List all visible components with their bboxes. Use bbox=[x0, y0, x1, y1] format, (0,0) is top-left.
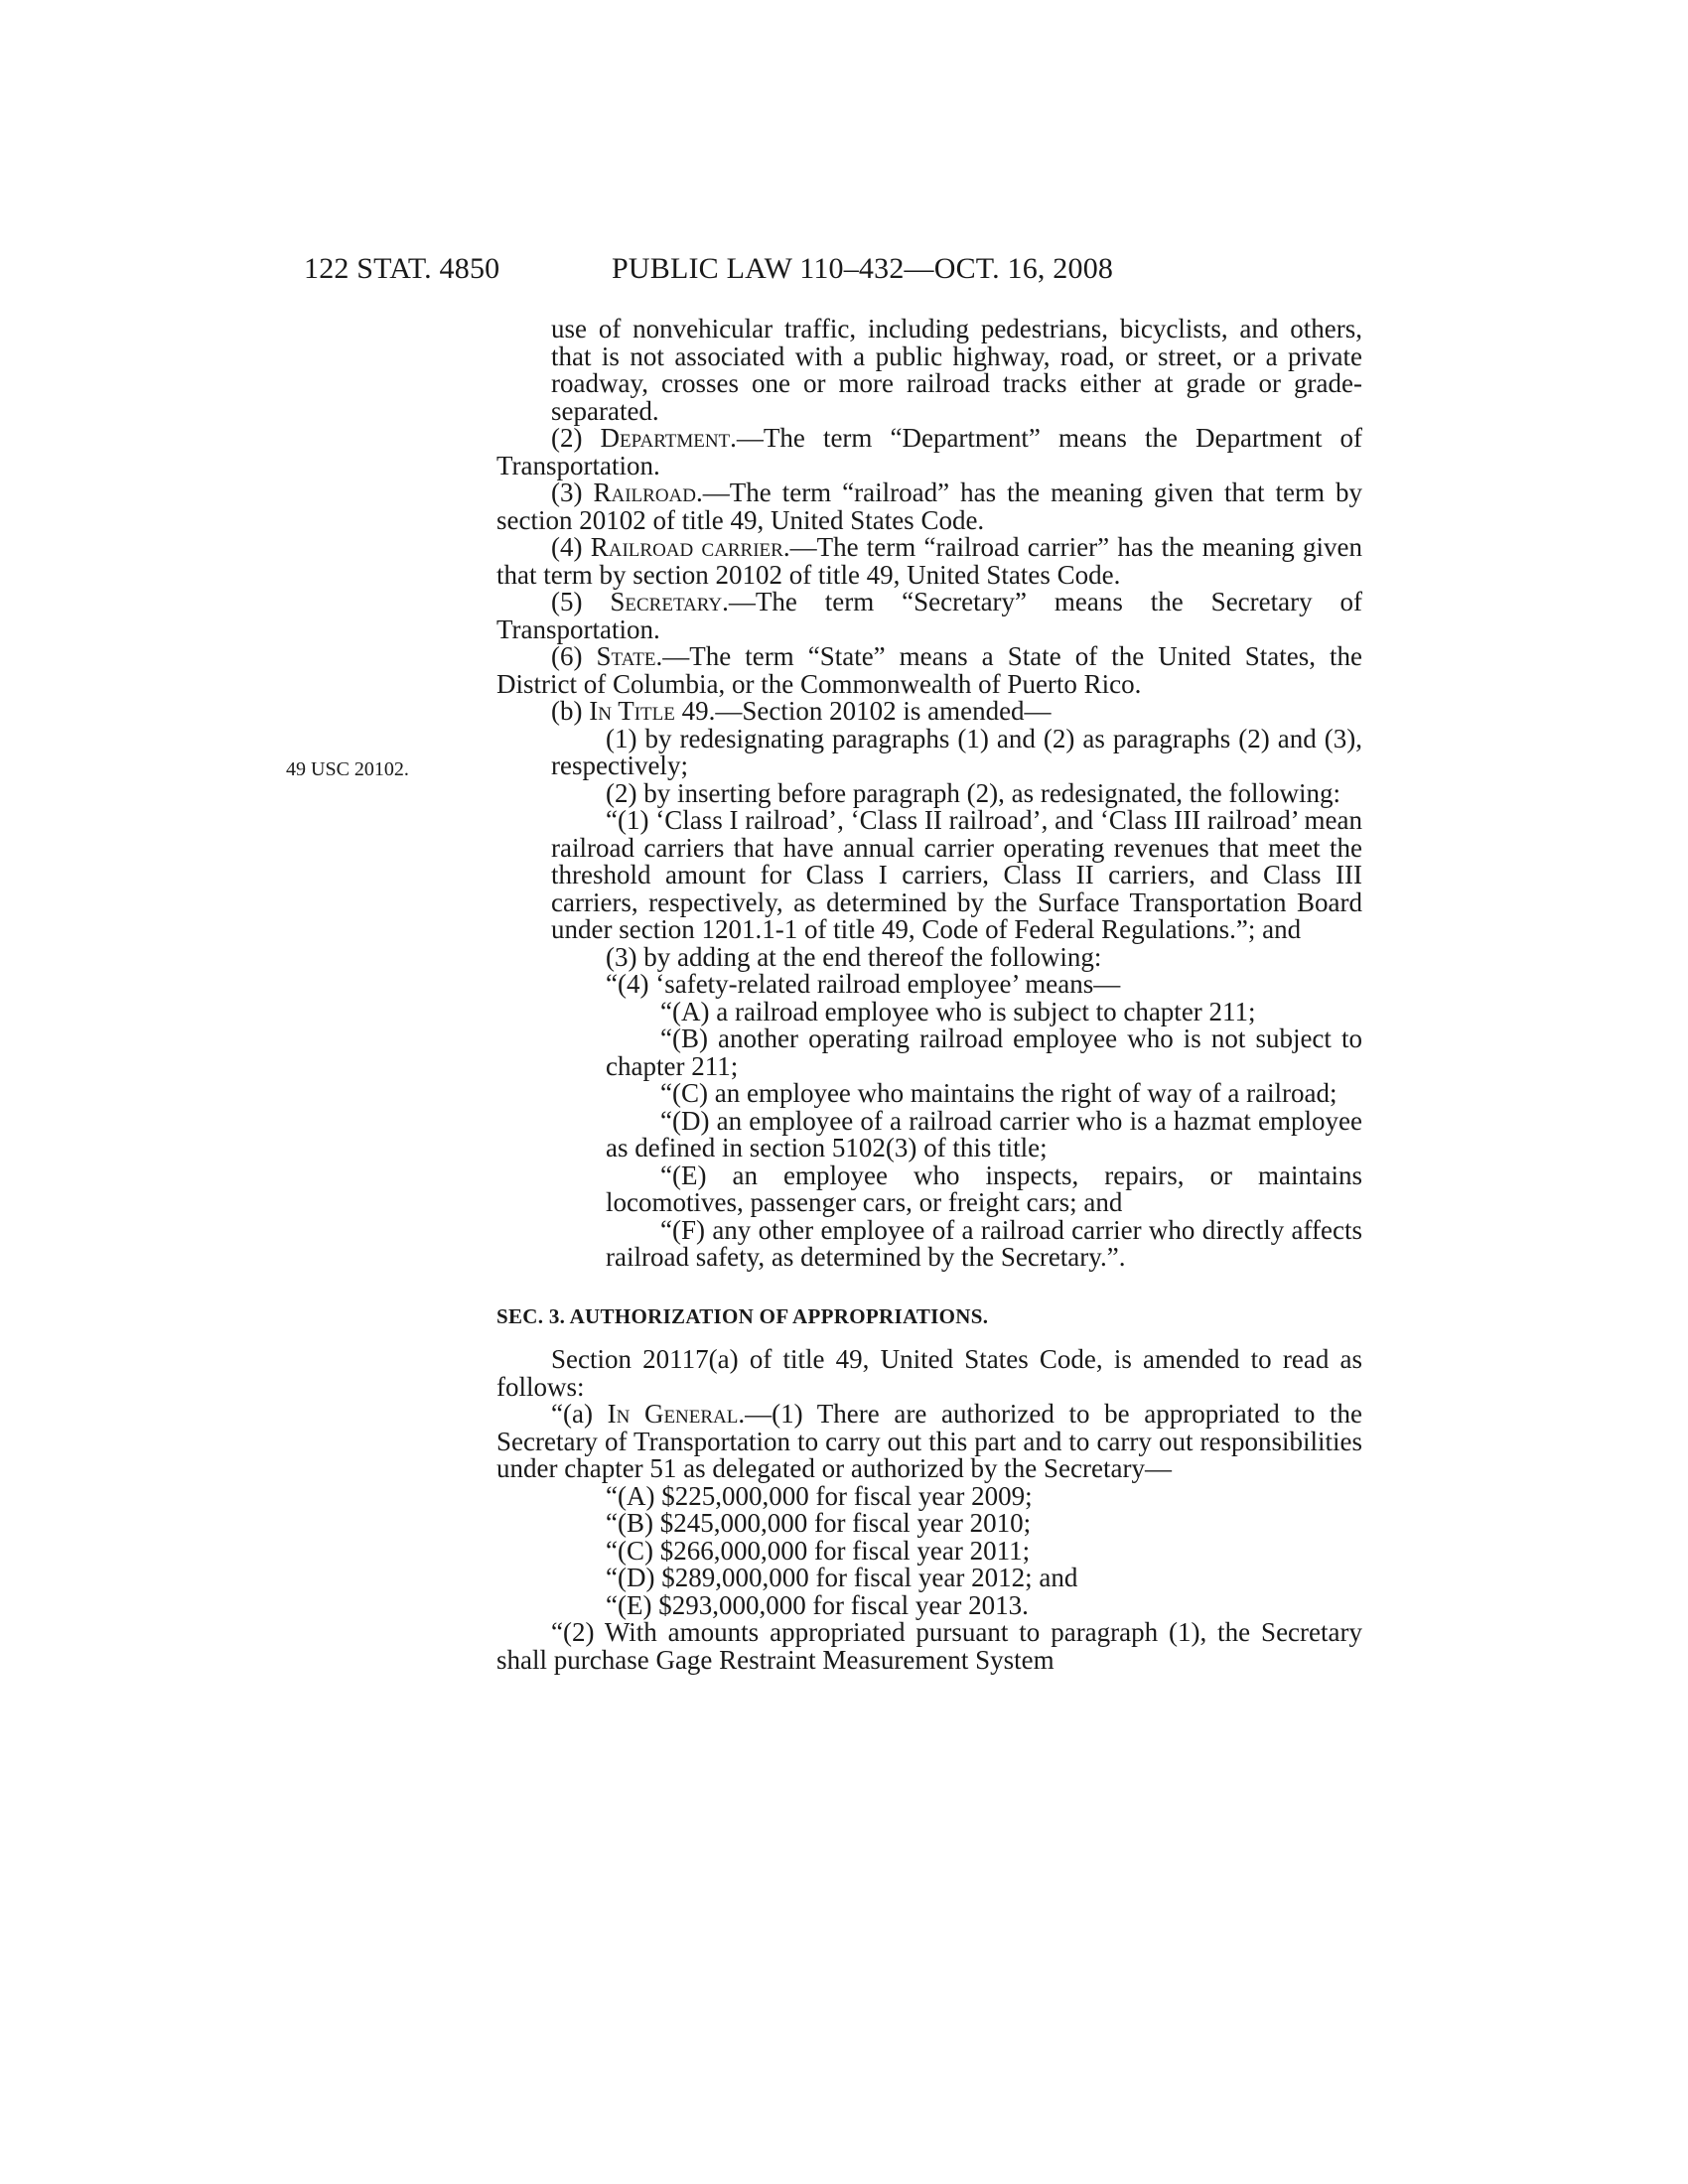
definition-heading: Railroad carrier bbox=[590, 532, 783, 562]
paragraph-number: (6) bbox=[551, 641, 597, 671]
definition-railroad bbox=[496, 479, 1362, 534]
paragraph-number: (5) bbox=[551, 587, 611, 616]
paragraph-number: (3) bbox=[551, 478, 594, 507]
clause-item: “(F) any other employee of a railroad carrier who directly affects railroad safety, as determined by the Secretary.”. bbox=[606, 1214, 1362, 1272]
running-head-title: PUBLIC LAW 110–432—OCT. 16, 2008 bbox=[612, 252, 1114, 285]
subsection-b-in-title-49 bbox=[496, 698, 1362, 726]
subsection-number: (b) bbox=[551, 696, 590, 726]
appropriation-item: “(A) $225,000,000 for fiscal year 2009; bbox=[606, 1480, 1033, 1511]
appropriation-item: “(D) $289,000,000 for fiscal year 2012; and bbox=[606, 1563, 1078, 1592]
amendment-item: (2) by inserting before paragraph (2), as redesignated, the following: bbox=[606, 777, 1340, 808]
clause-item: “(A) a railroad employee who is subject to chapter 211; bbox=[660, 996, 1256, 1026]
definition-department bbox=[496, 425, 1362, 479]
inserted-definition: “(4) ‘safety-related railroad employee’ means— bbox=[606, 969, 1121, 999]
paragraph-number: (4) bbox=[551, 532, 591, 562]
definition-heading: Railroad bbox=[593, 478, 696, 507]
section-heading: SEC. 3. AUTHORIZATION OF APPROPRIATIONS. bbox=[496, 1303, 989, 1328]
page-stat-citation: 122 STAT. 4850 bbox=[304, 252, 500, 285]
subsection-heading: In General bbox=[607, 1399, 739, 1429]
subsection-a-in-general bbox=[496, 1401, 1362, 1483]
subsection-number: “(a) bbox=[551, 1399, 608, 1429]
paragraph-continues: “(2) With amounts appropriated pursuant to paragraph (1), the Secretary shall purchase Gage Restraint Measurement System bbox=[496, 1617, 1362, 1675]
clause-item: “(C) an employee who maintains the right of way of a railroad; bbox=[660, 1078, 1337, 1108]
definition-body: .—The term “railroad” has the meaning given that term by section 20102 of title 49, United States Code. bbox=[496, 478, 1362, 535]
definition-body: .—The term “State” means a State of the United States, the District of Columbia, or the Commonwealth of Puerto Rico. bbox=[496, 641, 1362, 699]
clause-item: “(D) an employee of a railroad carrier who is a hazmat employee as defined in section 5102(3) of this title; bbox=[606, 1105, 1362, 1162]
definition-secretary bbox=[496, 589, 1362, 643]
definition-heading: State bbox=[596, 641, 656, 671]
subsection-body: .—(1) There are authorized to be appropriated to the Secretary of Transportation to carry out this part and to carry out responsibilities under chapter 51 as delegated or authorized by the Secretary— bbox=[496, 1399, 1363, 1483]
paragraph-continued: use of nonvehicular traffic, including pedestrians, bicyclists, and others, that is not associated with a public highway, road, or street, or a private roadway, crosses one or more railroad tracks either at grade or grade-separated. bbox=[551, 314, 1362, 426]
definition-railroad-carrier bbox=[496, 534, 1362, 589]
clause-item: “(B) another operating railroad employee who is not subject to chapter 211; bbox=[606, 1024, 1362, 1081]
definition-heading: Department bbox=[600, 423, 731, 453]
definition-heading: Secretary bbox=[610, 587, 723, 616]
subsection-body: 49.—Section 20102 is amended— bbox=[674, 696, 1052, 726]
appropriation-item: “(E) $293,000,000 for fiscal year 2013. bbox=[606, 1589, 1029, 1620]
appropriation-item: “(B) $245,000,000 for fiscal year 2010; bbox=[606, 1508, 1032, 1538]
subsection-heading: In Title bbox=[589, 696, 675, 726]
paragraph-number: (2) bbox=[551, 423, 601, 453]
definition-body: .—The term “railroad carrier” has the meaning given that term by section 20102 of title 49, United States Code. bbox=[496, 532, 1362, 590]
amendment-item: (3) by adding at the end thereof the following: bbox=[606, 941, 1102, 972]
section-intro: Section 20117(a) of title 49, United States Code, is amended to read as follows: bbox=[496, 1344, 1362, 1402]
inserted-definition: “(1) ‘Class I railroad’, ‘Class II railroad’, and ‘Class III railroad’ mean railroad carriers that have annual carrier operating revenues that meet the threshold amount for Class I carriers, Class II carriers, and Class III carriers, respectively, as determined by the Surface Transportation Board under section 1201.1-1 of title 49, Code of Federal Regulations.”; and bbox=[551, 805, 1362, 944]
amendment-item: (1) by redesignating paragraphs (1) and (2) as paragraphs (2) and (3), respectively; bbox=[551, 723, 1362, 780]
statute-text-column bbox=[496, 316, 1362, 1674]
margin-note-usc: 49 USC 20102. bbox=[286, 758, 409, 780]
definition-body: .—The term “Secretary” means the Secretary of Transportation. bbox=[496, 587, 1363, 644]
clause-item: “(E) an employee who inspects, repairs, or maintains locomotives, passenger cars, or freight cars; and bbox=[606, 1160, 1362, 1217]
definition-body: .—The term “Department” means the Department of Transportation. bbox=[496, 423, 1362, 480]
appropriation-item: “(C) $266,000,000 for fiscal year 2011; bbox=[606, 1535, 1031, 1566]
definition-state bbox=[496, 643, 1362, 698]
